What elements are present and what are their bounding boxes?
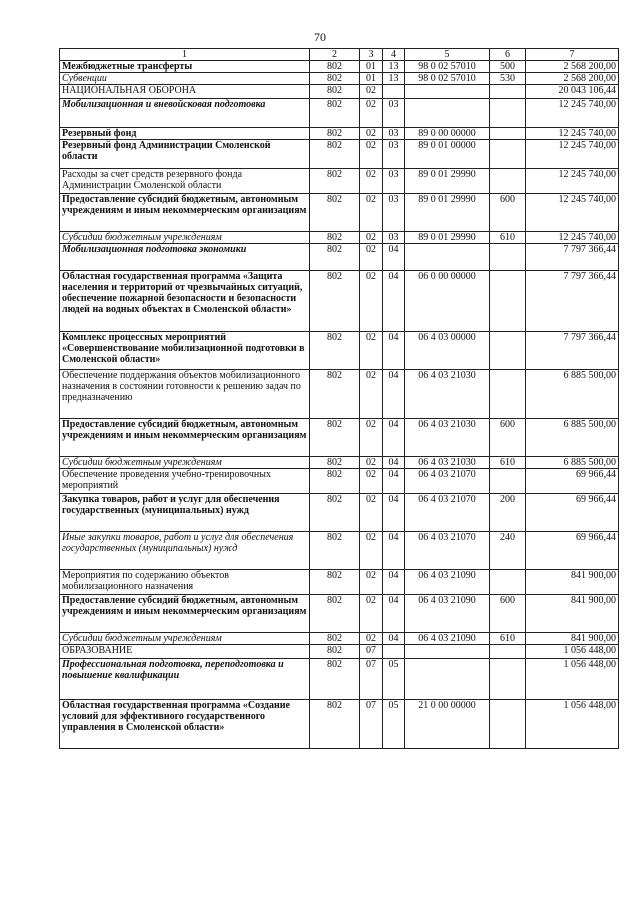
table-row [60, 633, 619, 645]
cell-sum: 841 900,00 [526, 633, 619, 645]
cell-rz: 01 [360, 61, 383, 73]
table-row [60, 469, 619, 494]
cell-ved: 802 [310, 128, 360, 140]
cell-name: Обеспечение поддержания объектов мобилизационного назначения в состоянии готовности к решению задач по предназначению [60, 370, 310, 419]
cell-vr [490, 645, 526, 659]
cell-csr: 89 0 01 29990 [405, 169, 490, 194]
cell-ved: 802 [310, 73, 360, 85]
cell-csr: 06 4 03 21030 [405, 419, 490, 457]
cell-ved: 802 [310, 232, 360, 244]
cell-vr: 240 [490, 532, 526, 570]
cell-csr: 21 0 00 00000 [405, 700, 490, 749]
cell-rz: 02 [360, 494, 383, 532]
cell-rz: 02 [360, 244, 383, 271]
cell-ved: 802 [310, 532, 360, 570]
table-row [60, 244, 619, 271]
cell-rz: 02 [360, 169, 383, 194]
cell-vr: 610 [490, 232, 526, 244]
table-row [60, 532, 619, 570]
cell-vr [490, 659, 526, 700]
cell-pr [383, 645, 405, 659]
cell-name: Резервный фонд [60, 128, 310, 140]
cell-pr [383, 85, 405, 99]
cell-csr: 06 4 03 21070 [405, 469, 490, 494]
cell-name: Областная государственная программа «Создание условий для эффективного государственного управления в Смоленской области» [60, 700, 310, 749]
cell-rz: 02 [360, 370, 383, 419]
cell-name: Профессиональная подготовка, переподготовка и повышение квалификации [60, 659, 310, 700]
cell-rz: 07 [360, 645, 383, 659]
cell-ved: 802 [310, 332, 360, 370]
cell-ved: 802 [310, 169, 360, 194]
cell-csr [405, 645, 490, 659]
cell-name: Субвенции [60, 73, 310, 85]
cell-pr: 03 [383, 194, 405, 232]
table-row [60, 570, 619, 595]
cell-name: Мобилизационная подготовка экономики [60, 244, 310, 271]
cell-ved: 802 [310, 99, 360, 128]
cell-sum: 841 900,00 [526, 570, 619, 595]
table-row [60, 659, 619, 700]
cell-csr: 89 0 01 00000 [405, 140, 490, 169]
cell-csr: 06 4 03 21070 [405, 494, 490, 532]
cell-vr [490, 700, 526, 749]
cell-rz: 02 [360, 140, 383, 169]
cell-csr: 06 4 03 21030 [405, 370, 490, 419]
cell-pr: 05 [383, 700, 405, 749]
cell-rz: 02 [360, 99, 383, 128]
table-row [60, 457, 619, 469]
cell-sum: 20 043 106,44 [526, 85, 619, 99]
cell-name: Областная государственная программа «Защита населения и территорий от чрезвычайных ситуаций, обеспечение пожарной безопасности и безопасности людей на водных объектах в Смоленской области» [60, 271, 310, 332]
cell-pr: 03 [383, 128, 405, 140]
cell-csr: 06 4 03 00000 [405, 332, 490, 370]
cell-pr: 03 [383, 140, 405, 169]
table-row [60, 169, 619, 194]
cell-name: Субсидии бюджетным учреждениям [60, 633, 310, 645]
cell-rz: 02 [360, 232, 383, 244]
table-row [60, 85, 619, 99]
cell-name: Предоставление субсидий бюджетным, автономным учреждениям и иным некоммерческим организациям [60, 419, 310, 457]
cell-pr: 04 [383, 370, 405, 419]
cell-sum: 12 245 740,00 [526, 128, 619, 140]
cell-ved: 802 [310, 469, 360, 494]
cell-csr: 89 0 00 00000 [405, 128, 490, 140]
cell-csr [405, 99, 490, 128]
header-cell: 3 [360, 49, 383, 61]
cell-pr: 03 [383, 169, 405, 194]
cell-sum: 69 966,44 [526, 494, 619, 532]
cell-pr: 13 [383, 61, 405, 73]
budget-table [59, 48, 619, 749]
cell-vr: 600 [490, 194, 526, 232]
cell-sum: 2 568 200,00 [526, 73, 619, 85]
cell-ved: 802 [310, 370, 360, 419]
cell-ved: 802 [310, 645, 360, 659]
cell-sum: 69 966,44 [526, 469, 619, 494]
cell-sum: 2 568 200,00 [526, 61, 619, 73]
cell-rz: 02 [360, 419, 383, 457]
cell-sum: 12 245 740,00 [526, 232, 619, 244]
table-row [60, 271, 619, 332]
cell-rz: 02 [360, 633, 383, 645]
cell-name: Мобилизационная и вневойсковая подготовка [60, 99, 310, 128]
header-cell: 7 [526, 49, 619, 61]
cell-sum: 841 900,00 [526, 595, 619, 633]
cell-ved: 802 [310, 61, 360, 73]
cell-ved: 802 [310, 494, 360, 532]
cell-csr: 06 4 03 21030 [405, 457, 490, 469]
cell-ved: 802 [310, 419, 360, 457]
cell-vr [490, 370, 526, 419]
cell-name: Комплекс процессных мероприятий «Совершенствование мобилизационной подготовки в Смоленской области» [60, 332, 310, 370]
cell-csr: 89 0 01 29990 [405, 194, 490, 232]
cell-pr: 05 [383, 659, 405, 700]
cell-vr: 600 [490, 419, 526, 457]
cell-ved: 802 [310, 457, 360, 469]
cell-ved: 802 [310, 595, 360, 633]
cell-ved: 802 [310, 194, 360, 232]
table-row [60, 61, 619, 73]
cell-pr: 13 [383, 73, 405, 85]
cell-name: Закупка товаров, работ и услуг для обеспечения государственных (муниципальных) нужд [60, 494, 310, 532]
cell-pr: 04 [383, 244, 405, 271]
table-row [60, 700, 619, 749]
cell-rz: 07 [360, 659, 383, 700]
cell-vr [490, 85, 526, 99]
cell-rz: 02 [360, 194, 383, 232]
cell-rz: 02 [360, 332, 383, 370]
cell-csr: 98 0 02 57010 [405, 73, 490, 85]
cell-csr: 06 4 03 21090 [405, 570, 490, 595]
cell-sum: 1 056 448,00 [526, 645, 619, 659]
cell-rz: 07 [360, 700, 383, 749]
cell-rz: 02 [360, 570, 383, 595]
cell-sum: 12 245 740,00 [526, 169, 619, 194]
cell-csr [405, 244, 490, 271]
table-row [60, 128, 619, 140]
cell-vr [490, 128, 526, 140]
cell-name: Расходы за счет средств резервного фонда Администрации Смоленской области [60, 169, 310, 194]
cell-pr: 03 [383, 232, 405, 244]
cell-sum: 1 056 448,00 [526, 659, 619, 700]
cell-name: Мероприятия по содержанию объектов мобилизационного назначения [60, 570, 310, 595]
header-cell: 2 [310, 49, 360, 61]
table-row [60, 645, 619, 659]
cell-sum: 6 885 500,00 [526, 419, 619, 457]
cell-vr: 200 [490, 494, 526, 532]
cell-vr: 610 [490, 457, 526, 469]
cell-vr: 600 [490, 595, 526, 633]
cell-csr: 06 4 03 21090 [405, 595, 490, 633]
cell-name: Обеспечение проведения учебно-тренировочных мероприятий [60, 469, 310, 494]
cell-sum: 69 966,44 [526, 532, 619, 570]
cell-vr [490, 169, 526, 194]
cell-pr: 04 [383, 457, 405, 469]
cell-pr: 04 [383, 419, 405, 457]
cell-ved: 802 [310, 85, 360, 99]
cell-ved: 802 [310, 140, 360, 169]
table-row [60, 99, 619, 128]
cell-name: Предоставление субсидий бюджетным, автономным учреждениям и иным некоммерческим организациям [60, 194, 310, 232]
table-header-row [60, 49, 619, 61]
table-row [60, 494, 619, 532]
cell-ved: 802 [310, 633, 360, 645]
header-cell: 5 [405, 49, 490, 61]
cell-csr: 98 0 02 57010 [405, 61, 490, 73]
cell-csr: 89 0 01 29990 [405, 232, 490, 244]
cell-rz: 02 [360, 128, 383, 140]
cell-pr: 04 [383, 271, 405, 332]
cell-rz: 02 [360, 271, 383, 332]
cell-vr: 610 [490, 633, 526, 645]
table-row [60, 194, 619, 232]
cell-vr [490, 332, 526, 370]
cell-pr: 03 [383, 99, 405, 128]
cell-sum: 1 056 448,00 [526, 700, 619, 749]
cell-vr: 500 [490, 61, 526, 73]
cell-vr: 530 [490, 73, 526, 85]
cell-ved: 802 [310, 700, 360, 749]
cell-rz: 02 [360, 595, 383, 633]
cell-pr: 04 [383, 469, 405, 494]
cell-name: Иные закупки товаров, работ и услуг для обеспечения государственных (муниципальных) нужд [60, 532, 310, 570]
cell-sum: 6 885 500,00 [526, 457, 619, 469]
cell-rz: 02 [360, 469, 383, 494]
cell-vr [490, 140, 526, 169]
cell-sum: 7 797 366,44 [526, 244, 619, 271]
cell-ved: 802 [310, 659, 360, 700]
cell-pr: 04 [383, 532, 405, 570]
cell-ved: 802 [310, 271, 360, 332]
cell-rz: 02 [360, 532, 383, 570]
cell-vr [490, 271, 526, 332]
cell-name: Субсидии бюджетным учреждениям [60, 232, 310, 244]
header-cell: 6 [490, 49, 526, 61]
page-number: 70 [314, 30, 326, 44]
cell-vr [490, 244, 526, 271]
cell-vr [490, 570, 526, 595]
cell-sum: 7 797 366,44 [526, 332, 619, 370]
cell-csr: 06 4 03 21070 [405, 532, 490, 570]
table-row [60, 332, 619, 370]
cell-sum: 12 245 740,00 [526, 99, 619, 128]
cell-pr: 04 [383, 633, 405, 645]
header-cell: 4 [383, 49, 405, 61]
cell-sum: 12 245 740,00 [526, 140, 619, 169]
cell-ved: 802 [310, 570, 360, 595]
cell-pr: 04 [383, 332, 405, 370]
cell-ved: 802 [310, 244, 360, 271]
header-cell: 1 [60, 49, 310, 61]
cell-sum: 6 885 500,00 [526, 370, 619, 419]
cell-rz: 02 [360, 457, 383, 469]
cell-vr [490, 469, 526, 494]
cell-rz: 02 [360, 85, 383, 99]
cell-pr: 04 [383, 570, 405, 595]
cell-csr: 06 0 00 00000 [405, 271, 490, 332]
cell-csr [405, 659, 490, 700]
cell-pr: 04 [383, 494, 405, 532]
cell-vr [490, 99, 526, 128]
cell-name: Межбюджетные трансферты [60, 61, 310, 73]
cell-name: ОБРАЗОВАНИЕ [60, 645, 310, 659]
cell-rz: 01 [360, 73, 383, 85]
table-row [60, 419, 619, 457]
table-row [60, 140, 619, 169]
cell-name: Субсидии бюджетным учреждениям [60, 457, 310, 469]
cell-name: Предоставление субсидий бюджетным, автономным учреждениям и иным некоммерческим организациям [60, 595, 310, 633]
cell-pr: 04 [383, 595, 405, 633]
table-row [60, 595, 619, 633]
cell-name: Резервный фонд Администрации Смоленской области [60, 140, 310, 169]
table-row [60, 73, 619, 85]
cell-sum: 12 245 740,00 [526, 194, 619, 232]
cell-csr: 06 4 03 21090 [405, 633, 490, 645]
cell-csr [405, 85, 490, 99]
table-row [60, 232, 619, 244]
cell-sum: 7 797 366,44 [526, 271, 619, 332]
cell-name: НАЦИОНАЛЬНАЯ ОБОРОНА [60, 85, 310, 99]
table-row [60, 370, 619, 419]
